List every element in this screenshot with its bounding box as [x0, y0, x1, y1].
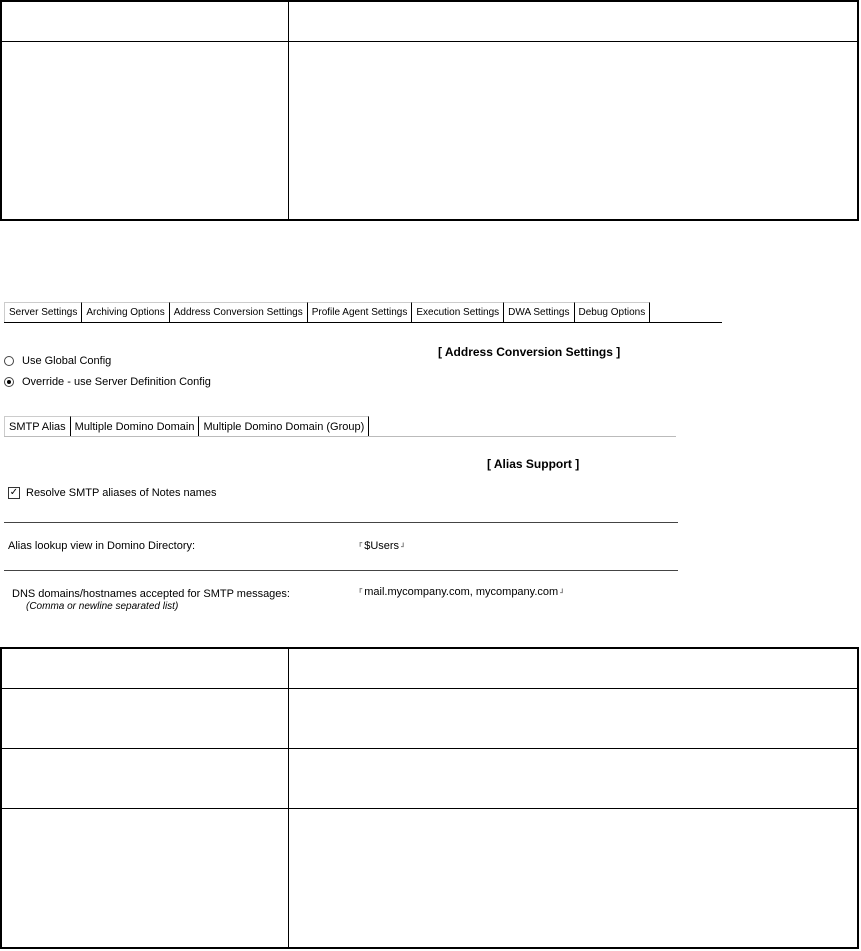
table-cell — [1, 808, 289, 948]
table-cell — [1, 41, 289, 220]
sub-tab-bar — [4, 416, 369, 436]
tab-server-settings[interactable]: Server Settings — [4, 302, 82, 322]
section-heading: [ Address Conversion Settings ] — [438, 345, 621, 359]
override-config-label: Override - use Server Definition Config — [22, 376, 211, 388]
tab-multiple-domino-domain-group[interactable]: Multiple Domino Domain (Group) — [199, 416, 369, 436]
override-config-option[interactable] — [4, 376, 211, 388]
field-open-bracket-icon: ┏ — [358, 540, 363, 547]
table-cell — [289, 648, 859, 688]
alias-lookup-value: $Users — [364, 540, 400, 552]
dns-domains-label: DNS domains/hostnames accepted for SMTP messages: — [12, 588, 290, 600]
alias-support-heading: [ Alias Support ] — [487, 457, 580, 471]
table-cell — [289, 808, 859, 948]
radio-button[interactable] — [4, 356, 14, 366]
radio-button-selected[interactable] — [4, 377, 14, 387]
tab-bar-divider — [4, 322, 722, 323]
table-cell — [1, 1, 289, 41]
field-open-bracket-icon: ┏ — [358, 586, 363, 593]
table-cell — [289, 1, 859, 41]
use-global-config-label: Use Global Config — [22, 355, 112, 367]
tab-dwa-settings[interactable]: DWA Settings — [504, 302, 574, 322]
dns-domains-hint: (Comma or newline separated list) — [26, 601, 179, 612]
dns-domains-field[interactable] — [358, 586, 564, 598]
table-cell — [1, 648, 289, 688]
tab-multiple-domino-domain[interactable]: Multiple Domino Domain — [71, 416, 200, 436]
field-close-bracket-icon: ┛ — [560, 590, 565, 597]
sub-tab-divider — [4, 436, 676, 437]
table-cell — [289, 41, 859, 220]
tab-debug-options[interactable]: Debug Options — [575, 302, 651, 322]
bottom-table — [0, 647, 859, 949]
tab-smtp-alias[interactable]: SMTP Alias — [4, 416, 71, 436]
tab-profile-agent-settings[interactable]: Profile Agent Settings — [308, 302, 413, 322]
field-close-bracket-icon: ┛ — [401, 544, 406, 551]
resolve-aliases-label: Resolve SMTP aliases of Notes names — [26, 487, 217, 499]
table-cell — [289, 688, 859, 748]
table-cell — [289, 748, 859, 808]
divider — [4, 570, 678, 571]
divider — [4, 522, 678, 523]
table-cell — [1, 688, 289, 748]
tab-execution-settings[interactable]: Execution Settings — [412, 302, 504, 322]
tab-address-conversion-settings[interactable]: Address Conversion Settings — [170, 302, 308, 322]
dns-domains-value: mail.mycompany.com, mycompany.com — [364, 586, 559, 598]
tab-archiving-options[interactable]: Archiving Options — [82, 302, 169, 322]
top-table — [0, 0, 859, 221]
main-tab-bar — [4, 302, 650, 322]
alias-lookup-field[interactable] — [358, 540, 405, 552]
checkbox-checked[interactable]: ✓ — [9, 487, 19, 498]
use-global-config-option[interactable] — [4, 355, 111, 367]
resolve-aliases-option[interactable] — [8, 487, 217, 499]
table-cell — [1, 748, 289, 808]
alias-lookup-label: Alias lookup view in Domino Directory: — [8, 540, 196, 552]
